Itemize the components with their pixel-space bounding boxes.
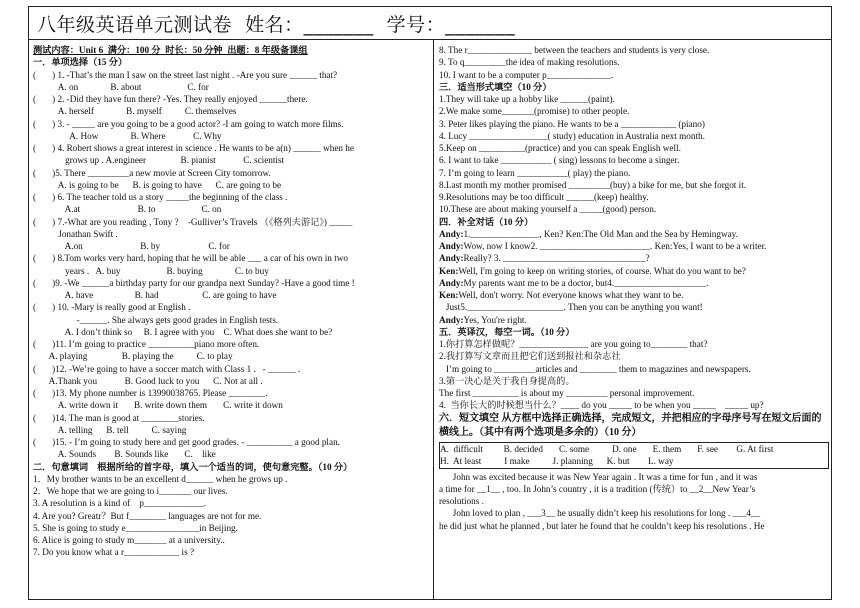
form-item: 3. Peter likes playing the piano. He wants to be a ____________ (piano) [439,118,705,129]
form-item: 7. I’m going to learn ___________( play) the piano. [439,167,631,178]
question-line: A.on B. by C. for [33,241,230,251]
passage-line: John was excited because it was New Year again . It was a time for fun , and it was [439,471,758,482]
fill-item: 2．We hope that we are going to i_______ our lives. [33,486,228,496]
question-line: A. is going to be B. is going to have C. are going to be [33,179,282,190]
dialog-list [439,228,829,326]
multiple-choice-list [33,69,427,461]
fill-item: 6. Alice is going to study m_______ at a university.. [33,535,225,545]
question-line: ( ) 4. Robert shows a great interest in science . He wants to be a(n) ______ when he [33,143,354,153]
speaker: Andy: [439,241,464,251]
question-line: years . A. buy B. buying C. to buy [33,265,269,276]
test-info: 测试内容：Unit 6 满分：100 分 时长：50 分钟 出题：8 年级备课组 [33,45,308,55]
translation-item: 1.你打算怎样做呢？_______________ are you going to________ that? [439,339,708,349]
question-line: ( )15. - I’m going to study here and get good grades. - __________ a good plan. [33,437,340,447]
speaker: Ken: [439,290,459,300]
right-column [439,44,829,532]
dialog-text: My parents want me to be a doctor, but4.____________________. [463,277,709,288]
exam-sheet [28,6,832,600]
translation-item: The first __________ is about my _________ personal improvement. [439,388,695,398]
question-line: ( )14. The man is good at ________stories. [33,412,205,423]
form-item: 1.They will take up a hobby like ______(paint). [439,94,615,104]
section-4-heading: 四．补全对话（10 分） [439,216,534,227]
dialog-text: Just5._____________________. Then you can be anything you want! [439,302,703,313]
question-line: -______. She always gets good grades in English tests. [33,314,279,325]
form-item: 5.Keep on __________(practice) and you can speak English well. [439,143,681,153]
translation-item: 3.第一决心是关于我自身提高的。 [439,375,575,386]
question-line: A. write down it B. write down them C. write it down [33,400,283,411]
column-divider [433,39,434,599]
dialog-line [439,228,829,240]
dialog-line [439,277,829,289]
form-item: 8.Last month my mother promised _________(buy) a bike for me, but she forgot it. [439,179,747,190]
speaker: Andy: [439,277,464,288]
speaker: Ken: [439,265,459,276]
question-line: ( ) 8.Tom works very hard, hoping that he will be able ___ a car of his own in two [33,253,348,264]
dialog-text: Well, I'm going to keep on writing stories, of course. What do you want to be? [458,265,746,276]
fill-item: 1．My brother wants to be an excellent d______ when he grows up . [33,473,288,484]
fill-item: 7. Do you know what a r____________ is ? [33,547,195,558]
dialog-text: Yes, You're right. [463,314,527,325]
dialog-text: Wow, now I know2. ________________________. Ken:Yes, I want to be a writer. [463,241,767,251]
section-6-heading: 六．短文填空 从方框中选择正确选择，完成短文，并把相应的字母序号写在短文后面的横线上。（其中有两个选项是多余的）（10 分） [439,412,822,438]
fill-item: 8. The r______________ between the teachers and students is very close. [439,45,710,55]
passage [439,471,829,532]
question-line: grows up . A.engineer B. pianist C. scientist [33,155,285,166]
fill-item: 3. A resolution is a kind of p_____________. [33,498,207,509]
dialog-text: Really? 3. _______________________________? [463,253,650,264]
question-line: ( ) 2. -Did they have fun there? -Yes. They really enjoyed ______there. [33,94,308,104]
option-row: A. difficult B. decided C. some D. one E. them F. see G. At first [440,443,774,454]
fill-item: 5. She is going to study e________________in Beijing. [33,522,238,533]
section-3-heading: 三．适当形式填空（10 分） [439,81,552,92]
exam-header [29,7,831,40]
question-line: A. playing B. playing the C. to play [33,351,233,362]
word-fill-continued [439,44,829,81]
question-line: ( ) 3. - _____ are you going to be a good actor? -I am going to watch more films. [33,118,344,129]
word-fill-list [33,473,427,559]
question-line: A. How B. Where C. Why [33,130,222,141]
form-fill-list [439,93,829,216]
form-item: 10.These are about making yourself a _____(good) person. [439,204,657,215]
form-item: 6. I want to take ___________ ( sing) lessons to become a singer. [439,155,680,166]
passage-line: John loved to plan , ___3__ he usually didn’t keep his resolutions for long . ___4__ [439,508,761,519]
question-line: ( )5. There _________a new movie at Screen City tomorrow. [33,167,271,178]
question-line: ( )11. I’m going to practice __________piano more often. [33,339,260,349]
form-item: 2.We make some_______(promise) to other people. [439,106,630,117]
option-row: H. At least I make J. planning K. but L. way [440,456,674,466]
question-line: A. herself B. myself C. themselves [33,106,237,117]
dialog-line [439,265,829,277]
section-5-heading: 五．英译汉，每空一词。（10 分） [439,326,575,337]
dialog-text: 1._______________, Ken? Ken:The Old Man and the Sea by Hemingway. [463,228,738,239]
fill-item: 4. Are you? Greatr？But f________ languages are not for me. [33,510,262,521]
form-item: 9.Resolutions may be too difficult ______(keep) healthy. [439,192,649,202]
question-line: A.Thank you B. Good luck to you C. Not at all . [33,375,263,386]
dialog-line [439,301,829,313]
option-box [439,442,829,469]
speaker: Andy: [439,314,464,325]
question-line: ( ) 1. -That’s the man I saw on the street last night . -Are you sure ______ that? [33,69,338,80]
question-line: A. have B. had C. are going to have [33,290,277,300]
dialog-line [439,314,829,326]
passage-line: he did just what he planned , but later he found that he couldn’t keep his resolutions . He [439,520,765,531]
translation-list [439,338,829,412]
question-line: ( ) 6. The teacher told us a story _____the beginning of the class . [33,192,288,202]
question-line: ( )9. -We ______a birthday party for our grandpa next Sunday? -Have a good time ! [33,277,355,288]
dialog-line [439,289,829,301]
form-item: 4. Lucy _________________( study) education in Australia next month. [439,130,705,141]
dialog-text: Well, don't worry. Not everyone knows what they want to be. [458,290,684,300]
question-line: ( )12. -We’re going to have a soccer match with Class 1 . - ______ . [33,363,301,374]
question-line: Jonathan Swift . [33,228,118,239]
question-line: A.at B. to C. on [33,204,222,215]
question-line: ( )13. My phone number is 13990038765. Please ________. [33,388,268,398]
question-line: A. I don’t think so B. I agree with you C. What does she want to be? [33,326,333,337]
dialog-line [439,252,829,264]
dialog-line [439,240,829,252]
translation-item: 4. 当你长大的时候想当什么？____ do you _____ to be when you _____ _____ up? [439,400,764,411]
question-line: A. on B. about C. for [33,81,209,92]
passage-line: a time for __1__ , too. In John’s country , it is a tradition (传统）to __2__New Year’s [439,483,756,494]
fill-item: 10. I want to be a computer p______________. [439,69,614,80]
question-line: ( ) 10. -Mary is really good at English . [33,302,191,313]
question-line: A. Sounds B. Sounds like C. like [33,449,216,460]
left-column [33,44,427,559]
exam-title: 八年级英语单元测试卷 姓名：_______ 学号：_______ [37,14,516,36]
fill-item: 9. To q_________the idea of making resolutions. [439,57,620,68]
translation-item: I’m going to _________articles and ________ them to magazines and newspapers. [439,363,751,374]
translation-item: 2.我打算写文章而且把它们送到报社和杂志社 [439,351,621,362]
passage-line: resolutions . [439,496,484,506]
speaker: Andy: [439,253,464,264]
section-1-heading: 一．单项选择（15 分） [33,57,128,68]
section-2-heading: 二．句意填词 根据所给的首字母，填入一个适当的词，使句意完整。（10 分） [33,461,353,472]
question-line: ( ) 7.-What are you reading , Tony ? -Gulliver’s Travels （《格列夫游记》) _____ [33,216,353,227]
question-line: A. telling B. tell C. saying [33,424,187,435]
speaker: Andy: [439,228,464,239]
